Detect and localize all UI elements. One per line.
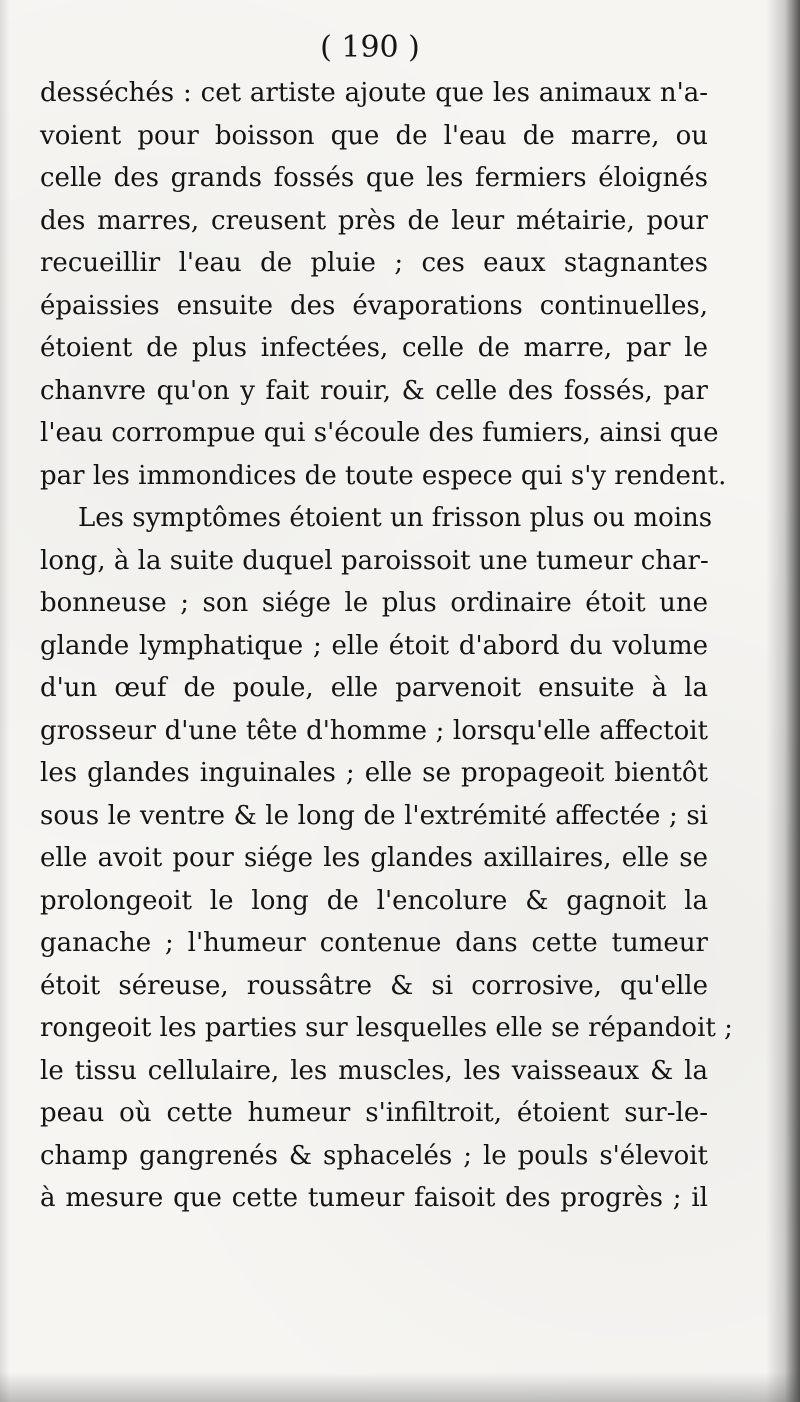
text-line: voient pour boisson que de l'eau de marre, ou xyxy=(40,120,708,151)
page-number: ( 190 ) xyxy=(320,30,420,65)
text-line: sous le ventre & le long de l'extrémité affectée ; si xyxy=(40,800,708,831)
paragraph xyxy=(40,72,727,497)
text-line: long, à la suite duquel paroissoit une tumeur char- xyxy=(40,545,709,576)
text-line: Les symptômes étoient un frisson plus ou moins xyxy=(78,503,713,533)
text-line: ganache ; l'humeur contenue dans cette tumeur xyxy=(40,928,708,958)
text-line: d'un œuf de poule, elle parvenoit ensuite à la xyxy=(40,673,708,703)
text-line: étoit séreuse, roussâtre & si corrosive, qu'elle xyxy=(40,970,708,1001)
text-line: le tissu cellulaire, les muscles, les vaisseaux & la xyxy=(40,1055,708,1086)
text-line: elle avoit pour siége les glandes axillaires, elle se xyxy=(40,843,708,873)
text-line: champ gangrenés & sphacelés ; le pouls s'élevoit xyxy=(40,1140,708,1171)
text-line: l'eau corrompue qui s'écoule des fumiers, ainsi que xyxy=(40,418,719,448)
text-line: les glandes inguinales ; elle se propageoit bientôt xyxy=(40,758,708,788)
text-line: à mesure que cette tumeur faisoit des progrès ; il xyxy=(40,1183,708,1213)
text-line: desséchés : cet artiste ajoute que les animaux n'a- xyxy=(40,78,708,108)
page-left-shadow xyxy=(0,0,10,1402)
text-line: peau où cette humeur s'infiltroit, étoient sur-le- xyxy=(40,1098,708,1128)
text-line: celle des grands fossés que les fermiers éloignés xyxy=(40,163,708,193)
text-line: recueillir l'eau de pluie ; ces eaux stagnantes xyxy=(40,248,708,278)
page-bottom-shadow xyxy=(0,1372,800,1402)
text-line: rongeoit les parties sur lesquelles elle se répandoit ; xyxy=(40,1013,733,1043)
text-line: prolongeoit le long de l'encolure & gagnoit la xyxy=(40,885,708,916)
text-line: glande lymphatique ; elle étoit d'abord du volume xyxy=(40,630,708,661)
page-binding-shadow xyxy=(766,0,800,1402)
text-line: grosseur d'une tête d'homme ; lorsqu'elle affectoit xyxy=(40,715,708,746)
body-text xyxy=(40,72,733,1220)
text-line: bonneuse ; son siége le plus ordinaire étoit une xyxy=(40,588,708,618)
text-line: chanvre qu'on y fait rouir, & celle des fossés, par xyxy=(40,375,708,406)
paragraph xyxy=(40,497,733,1220)
text-line: des marres, creusent près de leur métairie, pour xyxy=(40,205,708,236)
text-line: étoient de plus infectées, celle de marre, par le xyxy=(40,333,708,363)
text-line: par les immondices de toute espece qui s'y rendent. xyxy=(40,460,727,491)
text-line: épaissies ensuite des évaporations continuelles, xyxy=(40,290,708,321)
